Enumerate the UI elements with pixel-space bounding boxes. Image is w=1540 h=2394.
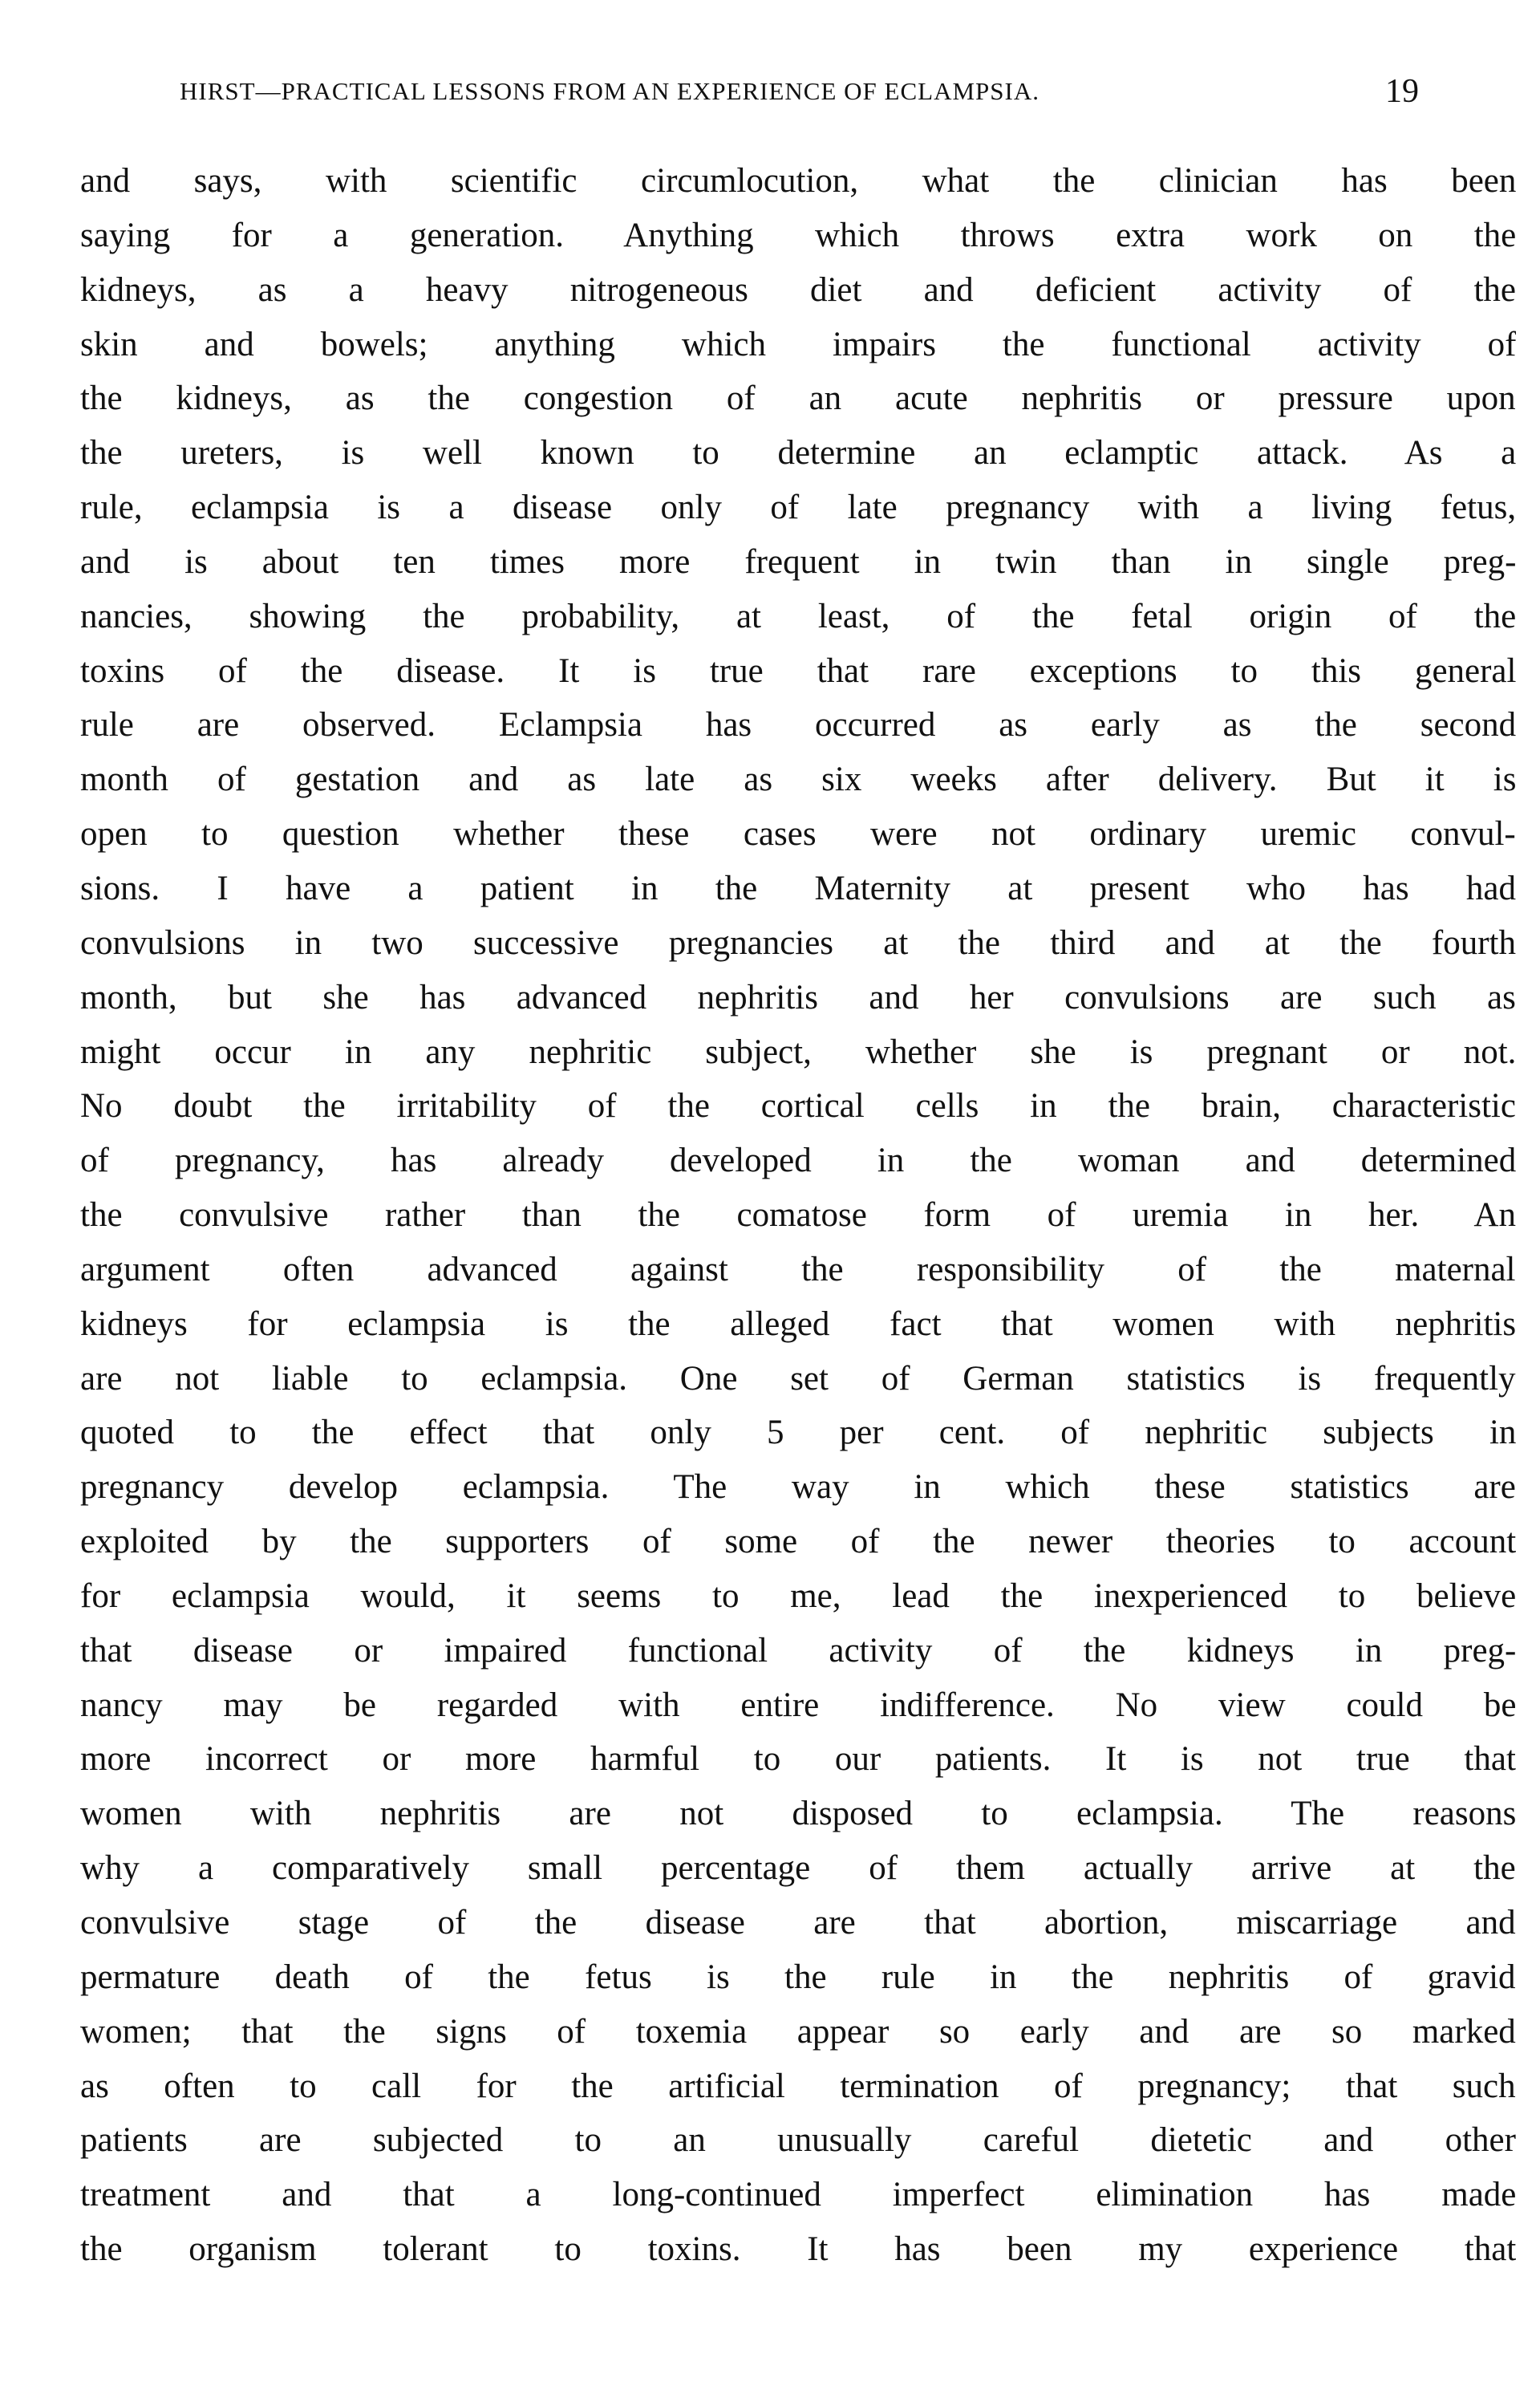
text-line: saying for a generation. Anything which throws extra work on the <box>80 216 1516 254</box>
text-line: treatment and that a long-continued imperfect elimination has made <box>80 2176 1516 2214</box>
text-line: skin and bowels; anything which impairs the functional activity of <box>80 325 1516 363</box>
text-line: convulsive stage of the disease are that abortion, miscarriage and <box>80 1904 1516 1942</box>
text-line: quoted to the effect that only 5 per cent. of nephritic subjects in <box>80 1414 1516 1452</box>
text-line: women; that the signs of toxemia appear so early and are so marked <box>80 2012 1516 2051</box>
text-line: kidneys for eclampsia is the alleged fact that women with nephritis <box>80 1305 1516 1343</box>
text-line: rule are observed. Eclampsia has occurred as early as the second <box>80 706 1516 745</box>
text-line: as often to call for the artificial termination of pregnancy; that such <box>80 2067 1516 2105</box>
text-line: women with nephritis are not disposed to eclampsia. The reasons <box>80 1795 1516 1833</box>
text-line: for eclampsia would, it seems to me, lead the inexperienced to believe <box>80 1576 1516 1615</box>
text-line: exploited by the supporters of some of the newer theories to account <box>80 1523 1516 1561</box>
text-line: patients are subjected to an unusually careful dietetic and other <box>80 2121 1516 2160</box>
text-line: No doubt the irritability of the cortical cells in the brain, characteristic <box>80 1087 1516 1126</box>
text-line: nancy may be regarded with entire indifference. No view could be <box>80 1686 1516 1724</box>
text-line: sions. I have a patient in the Maternity at present who has had <box>80 869 1516 907</box>
text-line: month, but she has advanced nephritis and her convulsions are such as <box>80 978 1516 1016</box>
page-header <box>0 72 1540 120</box>
text-line: pregnancy develop eclampsia. The way in which these statistics are <box>80 1468 1516 1507</box>
text-line: of pregnancy, has already developed in the woman and determined <box>80 1142 1516 1180</box>
text-line: convulsions in two successive pregnancies at the third and at the fourth <box>80 923 1516 962</box>
text-line: the convulsive rather than the comatose form of uremia in her. An <box>80 1196 1516 1235</box>
text-line: the organism tolerant to toxins. It has been my experience that <box>80 2230 1516 2269</box>
text-line: kidneys, as a heavy nitrogeneous diet and deficient activity of the <box>80 270 1516 309</box>
text-line: rule, eclampsia is a disease only of late pregnancy with a living fetus, <box>80 489 1516 527</box>
running-head: HIRST—PRACTICAL LESSONS FROM AN EXPERIENCE OF ECLAMPSIA. <box>180 77 1040 105</box>
text-line: nancies, showing the probability, at least, of the fetal origin of the <box>80 597 1516 635</box>
text-line: might occur in any nephritic subject, whether she is pregnant or not. <box>80 1033 1516 1071</box>
page-number: 19 <box>1385 73 1419 110</box>
body-text <box>80 154 1516 2277</box>
text-line: and is about ten times more frequent in twin than in single preg- <box>80 542 1516 581</box>
text-line: toxins of the disease. It is true that rare exceptions to this general <box>80 651 1516 690</box>
text-line: the ureters, is well known to determine an eclamptic attack. As a <box>80 434 1516 473</box>
text-line: the kidneys, as the congestion of an acute nephritis or pressure upon <box>80 379 1516 418</box>
text-line: open to question whether these cases were not ordinary uremic convul- <box>80 815 1516 854</box>
text-line: are not liable to eclampsia. One set of German statistics is frequently <box>80 1359 1516 1398</box>
text-line: month of gestation and as late as six weeks after delivery. But it is <box>80 761 1516 799</box>
text-line: and says, with scientific circumlocution, what the clinician has been <box>80 162 1516 200</box>
text-line: argument often advanced against the responsibility of the maternal <box>80 1250 1516 1288</box>
text-line: permature death of the fetus is the rule in the nephritis of gravid <box>80 1958 1516 1996</box>
text-line: more incorrect or more harmful to our patients. It is not true that <box>80 1740 1516 1779</box>
text-line: why a comparatively small percentage of them actually arrive at the <box>80 1849 1516 1888</box>
text-line: that disease or impaired functional activity of the kidneys in preg- <box>80 1631 1516 1670</box>
